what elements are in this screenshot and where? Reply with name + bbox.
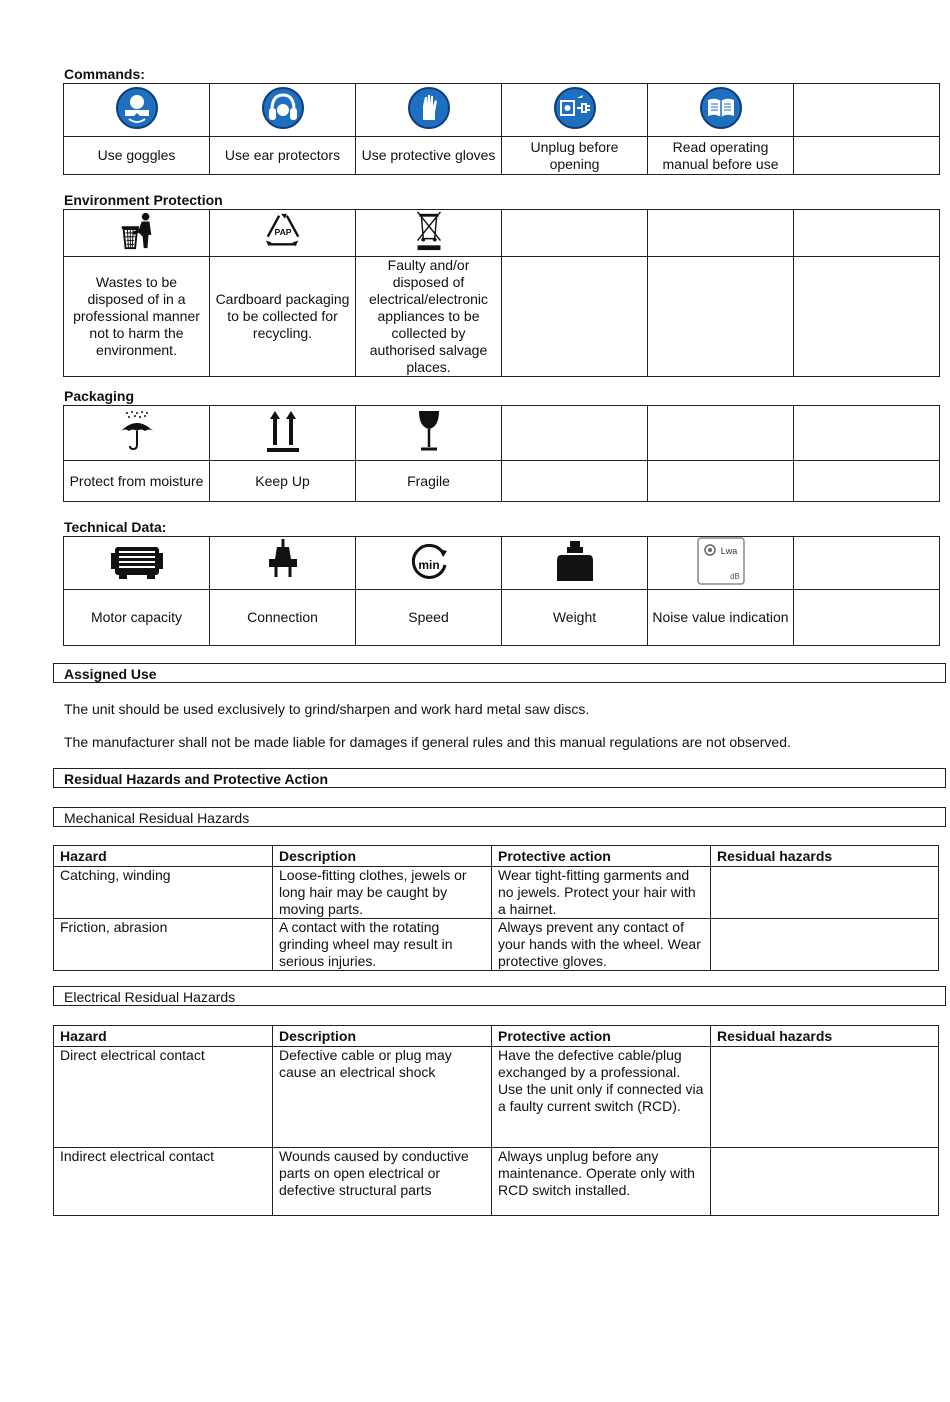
table-cell: Wounds caused by conductive parts on open electrical or defective structural parts <box>273 1148 492 1216</box>
technical-title: Technical Data: <box>64 519 167 535</box>
svg-text:min: min <box>417 558 440 572</box>
environment-empty-cell <box>502 257 648 377</box>
commands-empty-cell <box>794 84 940 137</box>
electrical-hazards-table <box>53 1025 939 1216</box>
commands-icon-cell <box>356 84 502 137</box>
environment-label: Wastes to be disposed of in a professional manner not to harm the environment. <box>64 257 210 377</box>
packaging-title: Packaging <box>64 388 135 404</box>
table-cell: Always unplug before any maintenance. Operate only with RCD switch installed. <box>492 1148 711 1216</box>
table-row <box>54 1148 939 1216</box>
commands-icon-cell <box>502 84 648 137</box>
table-cell <box>711 1148 939 1216</box>
technical-empty-cell <box>794 537 940 590</box>
svg-text:dB: dB <box>729 572 740 581</box>
environment-label: Cardboard packaging to be collected for recycling. <box>210 257 356 377</box>
column-header: Hazard <box>54 1026 273 1047</box>
packaging-label: Protect from moisture <box>64 461 210 502</box>
unplug-icon <box>553 86 597 130</box>
environment-empty-cell <box>502 210 648 257</box>
commands-label: Unplug before opening <box>502 137 648 175</box>
commands-title: Commands: <box>64 66 145 82</box>
packaging-empty-cell <box>794 461 940 502</box>
fragile-glass-icon <box>407 409 451 453</box>
column-header: Description <box>273 1026 492 1047</box>
environment-icon-cell <box>210 210 356 257</box>
environment-label: Faulty and/or disposed of electrical/electronic appliances to be collected by authorised salvage places. <box>356 257 502 377</box>
svg-text:PAP: PAP <box>273 226 292 237</box>
commands-label: Use goggles <box>64 137 210 175</box>
table-row <box>54 867 939 919</box>
packaging-empty-cell <box>502 406 648 461</box>
column-header: Description <box>273 846 492 867</box>
table-row <box>54 919 939 971</box>
environment-empty-cell <box>648 257 794 377</box>
liability-paragraph: The manufacturer shall not be made liable for damages if general rules and this manual regulations are not observed. <box>64 734 791 750</box>
table-cell: Direct electrical contact <box>54 1047 273 1148</box>
motor-icon <box>109 539 165 583</box>
table-cell <box>711 1047 939 1148</box>
column-header: Protective action <box>492 1026 711 1047</box>
packaging-label: Fragile <box>356 461 502 502</box>
goggles-icon <box>115 86 159 130</box>
manual-icon <box>699 86 743 130</box>
technical-label: Connection <box>210 590 356 646</box>
environment-table <box>63 209 940 377</box>
packaging-empty-cell <box>502 461 648 502</box>
crossed-bin-icon <box>407 210 451 252</box>
commands-icon-cell <box>210 84 356 137</box>
packaging-table <box>63 405 940 502</box>
table-cell: Loose-fitting clothes, jewels or long hair may be caught by moving parts. <box>273 867 492 919</box>
residual-hazards-heading: Residual Hazards and Protective Action <box>53 768 946 788</box>
packaging-icon-cell <box>210 406 356 461</box>
packaging-empty-cell <box>648 406 794 461</box>
technical-icon-cell <box>356 537 502 590</box>
technical-icon-cell <box>210 537 356 590</box>
technical-icon-cell <box>64 537 210 590</box>
environment-empty-cell <box>648 210 794 257</box>
plug-icon <box>261 539 305 583</box>
environment-empty-cell <box>794 257 940 377</box>
environment-empty-cell <box>794 210 940 257</box>
assigned-use-heading: Assigned Use <box>53 663 946 683</box>
weight-icon <box>553 539 597 583</box>
commands-empty-cell <box>794 137 940 175</box>
table-cell: Defective cable or plug may cause an electrical shock <box>273 1047 492 1148</box>
table-cell: Friction, abrasion <box>54 919 273 971</box>
column-header: Protective action <box>492 846 711 867</box>
table-cell: Indirect electrical contact <box>54 1148 273 1216</box>
technical-empty-cell <box>794 590 940 646</box>
table-cell: Have the defective cable/plug exchanged by a professional. Use the unit only if connected via a faulty current switch (RCD). <box>492 1047 711 1148</box>
environment-icon-cell <box>64 210 210 257</box>
column-header: Residual hazards <box>711 1026 939 1047</box>
commands-label: Read operating manual before use <box>648 137 794 175</box>
mechanical-hazards-table <box>53 845 939 971</box>
gloves-icon <box>407 86 451 130</box>
technical-label: Weight <box>502 590 648 646</box>
technical-icon-cell <box>648 537 794 590</box>
commands-label: Use ear protectors <box>210 137 356 175</box>
packaging-icon-cell <box>356 406 502 461</box>
packaging-empty-cell <box>794 406 940 461</box>
table-cell <box>711 867 939 919</box>
table-cell <box>711 919 939 971</box>
packaging-label: Keep Up <box>210 461 356 502</box>
technical-label: Motor capacity <box>64 590 210 646</box>
commands-icon-cell <box>64 84 210 137</box>
environment-title: Environment Protection <box>64 192 223 208</box>
noise-icon <box>697 537 745 585</box>
column-header: Hazard <box>54 846 273 867</box>
technical-label: Speed <box>356 590 502 646</box>
technical-table <box>63 536 940 646</box>
this-way-up-icon <box>261 409 305 453</box>
environment-icon-cell <box>356 210 502 257</box>
table-row <box>54 1047 939 1148</box>
svg-text:Lwa: Lwa <box>720 546 737 556</box>
table-cell: Wear tight-fitting garments and no jewels. Protect your hair with a hairnet. <box>492 867 711 919</box>
table-cell: Always prevent any contact of your hands with the wheel. Wear protective gloves. <box>492 919 711 971</box>
column-header: Residual hazards <box>711 846 939 867</box>
commands-label: Use protective gloves <box>356 137 502 175</box>
packaging-empty-cell <box>648 461 794 502</box>
ear-protectors-icon <box>261 86 305 130</box>
table-cell: A contact with the rotating grinding wheel may result in serious injuries. <box>273 919 492 971</box>
table-cell: Catching, winding <box>54 867 273 919</box>
technical-icon-cell <box>502 537 648 590</box>
technical-label: Noise value indication <box>648 590 794 646</box>
pap-recycle-icon <box>261 210 305 252</box>
commands-table <box>63 83 940 175</box>
umbrella-icon <box>115 409 159 453</box>
mechanical-hazards-heading: Mechanical Residual Hazards <box>53 807 946 827</box>
speed-icon <box>407 539 451 583</box>
packaging-icon-cell <box>64 406 210 461</box>
waste-bin-icon <box>115 210 159 252</box>
electrical-hazards-heading: Electrical Residual Hazards <box>53 986 946 1006</box>
assigned-use-paragraph: The unit should be used exclusively to grind/sharpen and work hard metal saw discs. <box>64 701 590 717</box>
commands-icon-cell <box>648 84 794 137</box>
